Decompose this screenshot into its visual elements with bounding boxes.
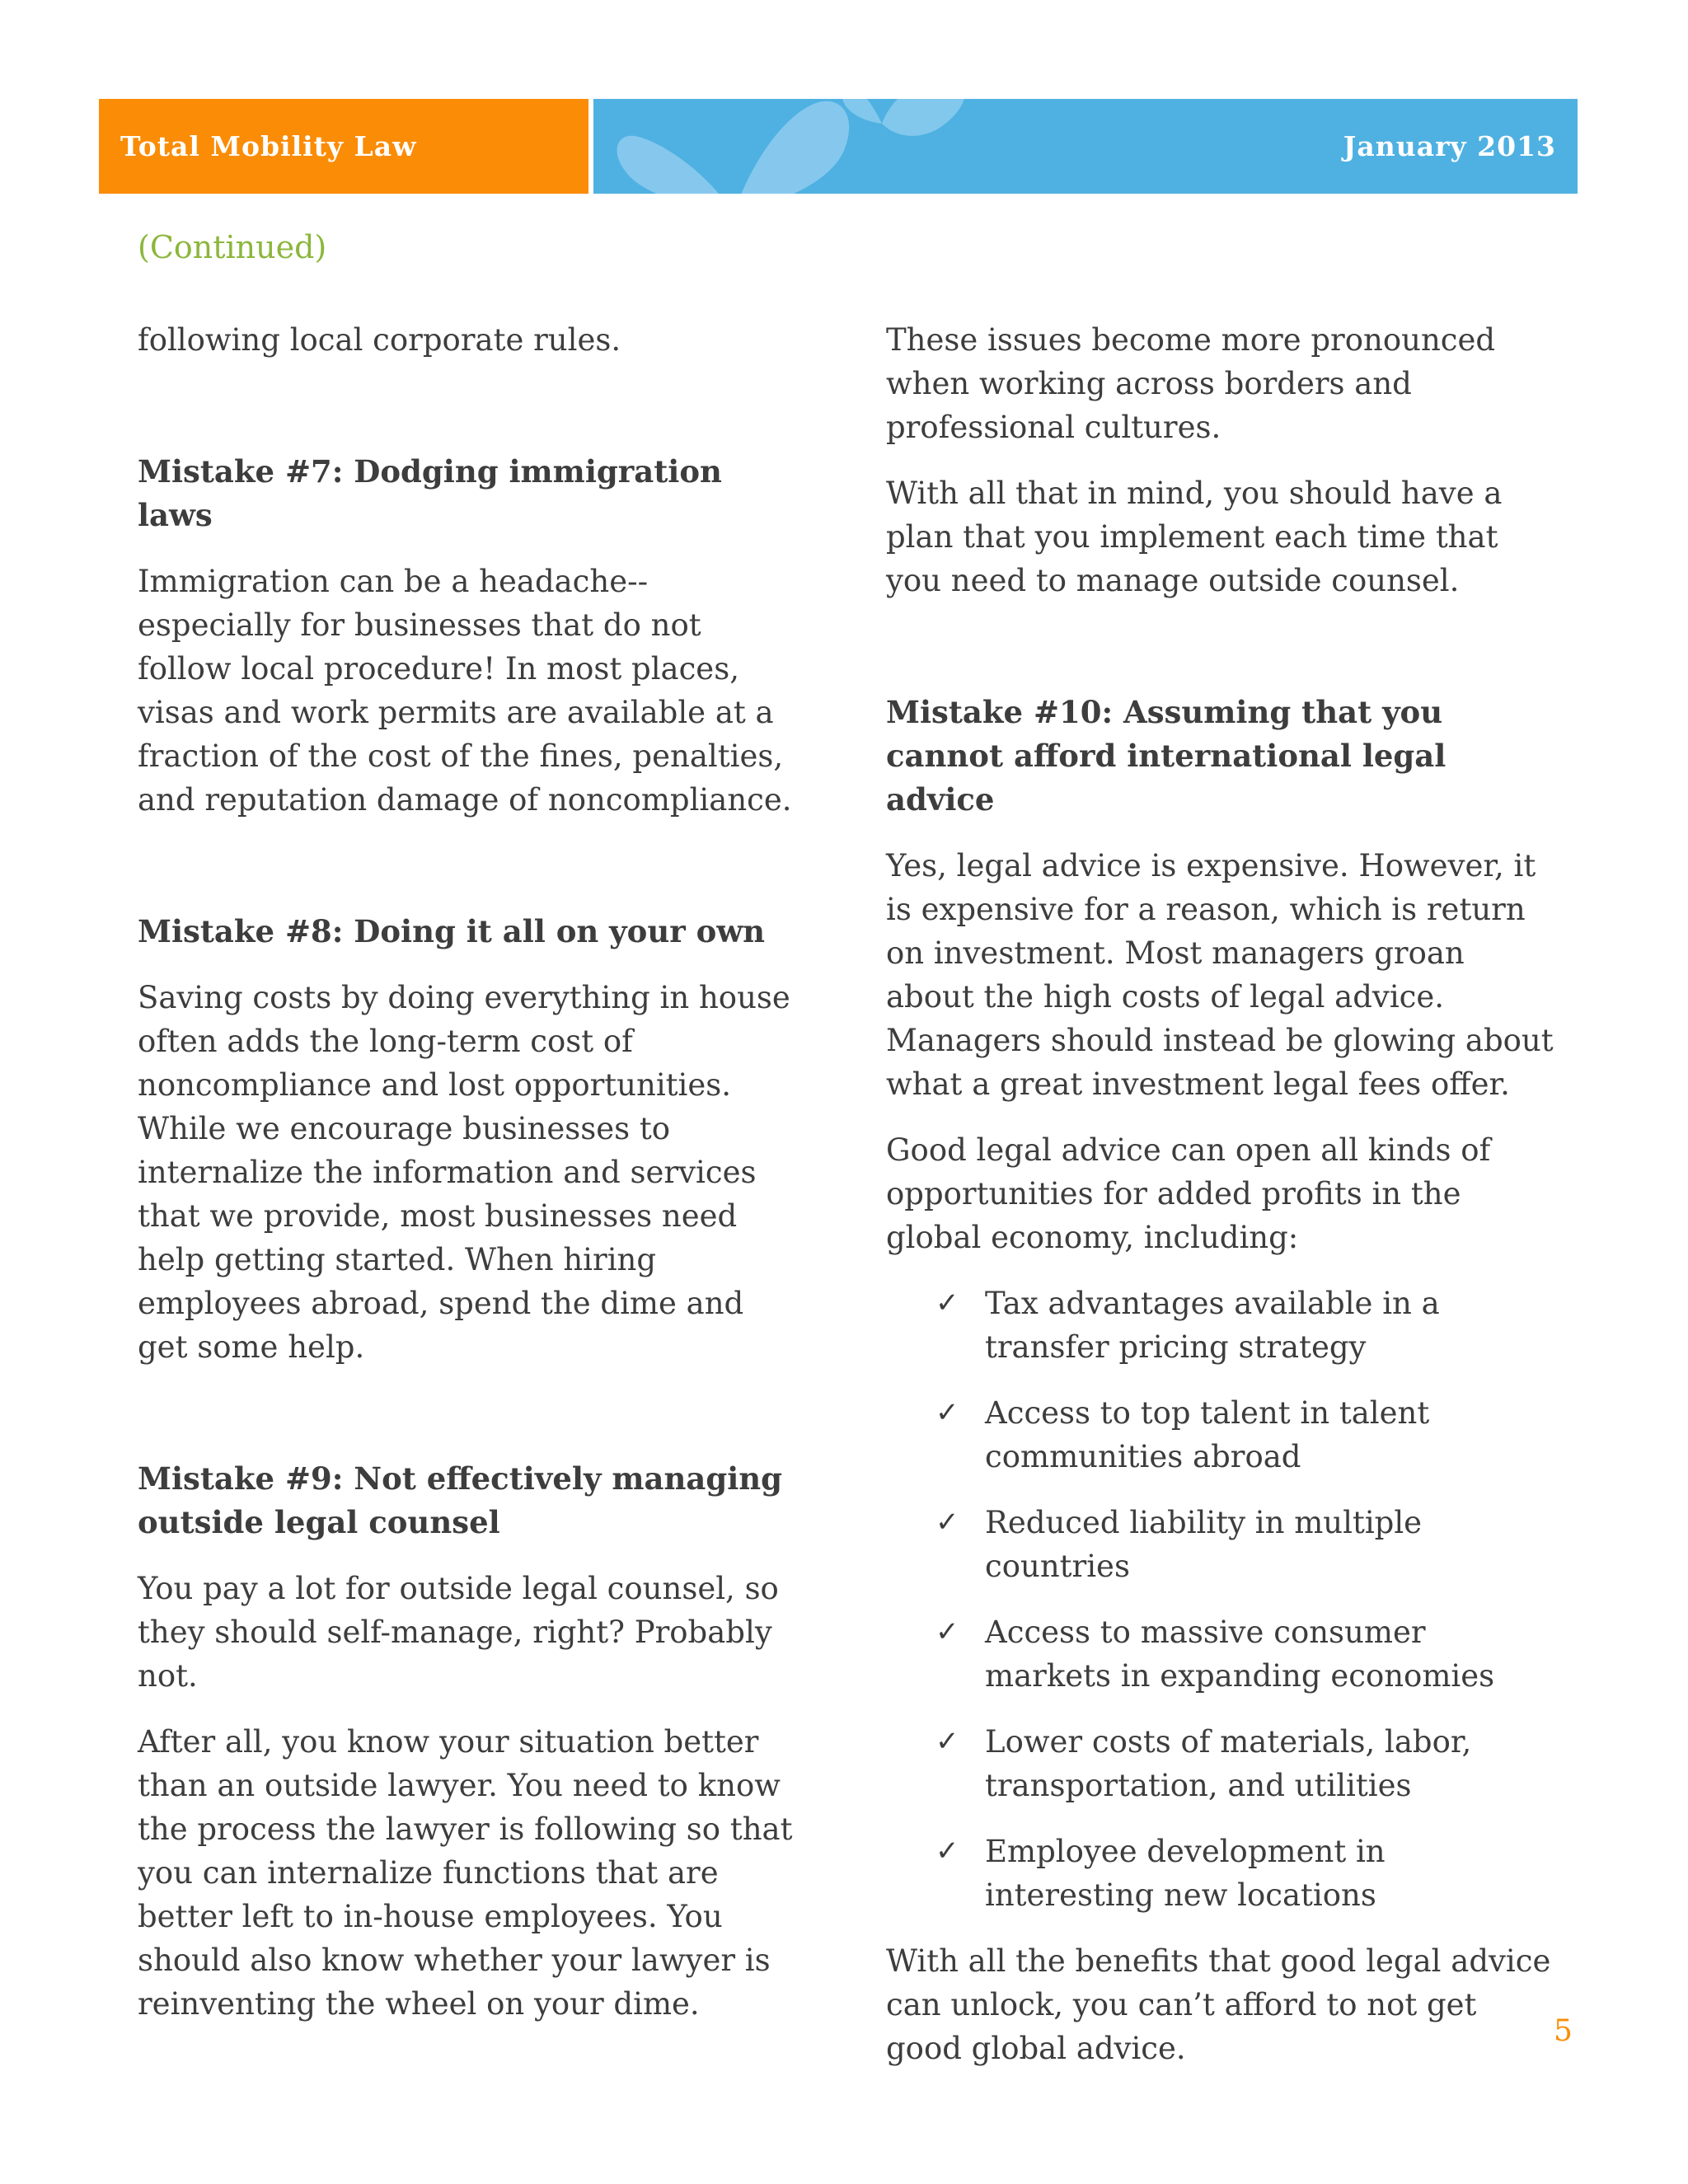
mistake-9-paragraph-2: After all, you know your situation better than an outside lawyer. You need to know the process the lawyer is following so that you can internalize functions that are better left to in-house employees. You should also know whether your lawyer is reinventing the wheel on your dime. bbox=[138, 1724, 793, 2022]
checkmark-icon: ✓ bbox=[935, 1725, 959, 1758]
intro-paragraph: following local corporate rules. bbox=[138, 322, 621, 358]
mistake-7-heading: Mistake #7: Dodging immigration laws bbox=[138, 453, 722, 533]
list-item: ✓ Access to top talent in talent communities abroad bbox=[886, 1391, 1554, 1479]
header-title-bar bbox=[99, 99, 588, 194]
mistake-10-paragraph-2: Good legal advice can open all kinds of opportunities for added profits in the global economy, including: bbox=[886, 1132, 1491, 1255]
page-number: 5 bbox=[1554, 2014, 1573, 2048]
mistake-8-paragraph: Saving costs by doing everything in house often adds the long-term cost of noncompliance and lost opportunities. While we encourage businesses to internalize the information and services that we provide, most businesses need help getting started. When hiring employees abroad, spend the dime and get some help. bbox=[138, 980, 790, 1365]
issues-paragraph: These issues become more pronounced when working across borders and professional cultures. bbox=[886, 322, 1496, 445]
list-item: ✓ Tax advantages available in a transfer pricing strategy bbox=[886, 1282, 1554, 1369]
checkmark-icon: ✓ bbox=[935, 1286, 959, 1319]
mistake-9-paragraph-1: You pay a lot for outside legal counsel, so they should self-manage, right? Probably not. bbox=[138, 1571, 779, 1694]
left-column bbox=[138, 318, 797, 2048]
list-item: ✓ Access to massive consumer markets in expanding economies bbox=[886, 1610, 1554, 1698]
list-item: ✓ Employee development in interesting new locations bbox=[886, 1830, 1554, 1917]
list-item: ✓ Reduced liability in multiple countries bbox=[886, 1501, 1554, 1588]
header-date-bar bbox=[593, 99, 1578, 194]
continued-label: (Continued) bbox=[138, 229, 327, 265]
mistake-10-paragraph-1: Yes, legal advice is expensive. However, it is expensive for a reason, which is return on investment. Most managers groan about the high costs of legal advice. Managers should instead be glowing about what a great investment legal fees offer. bbox=[886, 848, 1554, 1102]
newsletter-title: Total Mobility Law bbox=[120, 130, 417, 162]
butterfly-icon bbox=[610, 99, 1039, 194]
closing-paragraph: With all the benefits that good legal advice can unlock, you can’t afford to not get good global advice. bbox=[886, 1943, 1551, 2066]
page-header bbox=[99, 99, 1578, 194]
checkmark-icon: ✓ bbox=[935, 1506, 959, 1539]
checkmark-icon: ✓ bbox=[935, 1396, 959, 1429]
list-item: ✓ Lower costs of materials, labor, transportation, and utilities bbox=[886, 1720, 1554, 1807]
mistake-9-heading: Mistake #9: Not effectively managing outside legal counsel bbox=[138, 1460, 783, 1540]
right-column bbox=[886, 318, 1554, 2093]
checkmark-icon: ✓ bbox=[935, 1615, 959, 1648]
checkmark-icon: ✓ bbox=[935, 1835, 959, 1868]
issue-date: January 2013 bbox=[1343, 130, 1556, 162]
mistake-7-paragraph: Immigration can be a headache--especially for businesses that do not follow local procedure! In most places, visas and work permits are available at a fraction of the cost of the fines, penalties, and reputation damage of noncompliance. bbox=[138, 564, 792, 818]
mistake-8-heading: Mistake #8: Doing it all on your own bbox=[138, 913, 766, 949]
mistake-10-heading: Mistake #10: Assuming that you cannot afford international legal advice bbox=[886, 694, 1447, 818]
benefits-list bbox=[886, 1282, 1554, 1917]
plan-paragraph: With all that in mind, you should have a plan that you implement each time that you need to manage outside counsel. bbox=[886, 476, 1503, 598]
